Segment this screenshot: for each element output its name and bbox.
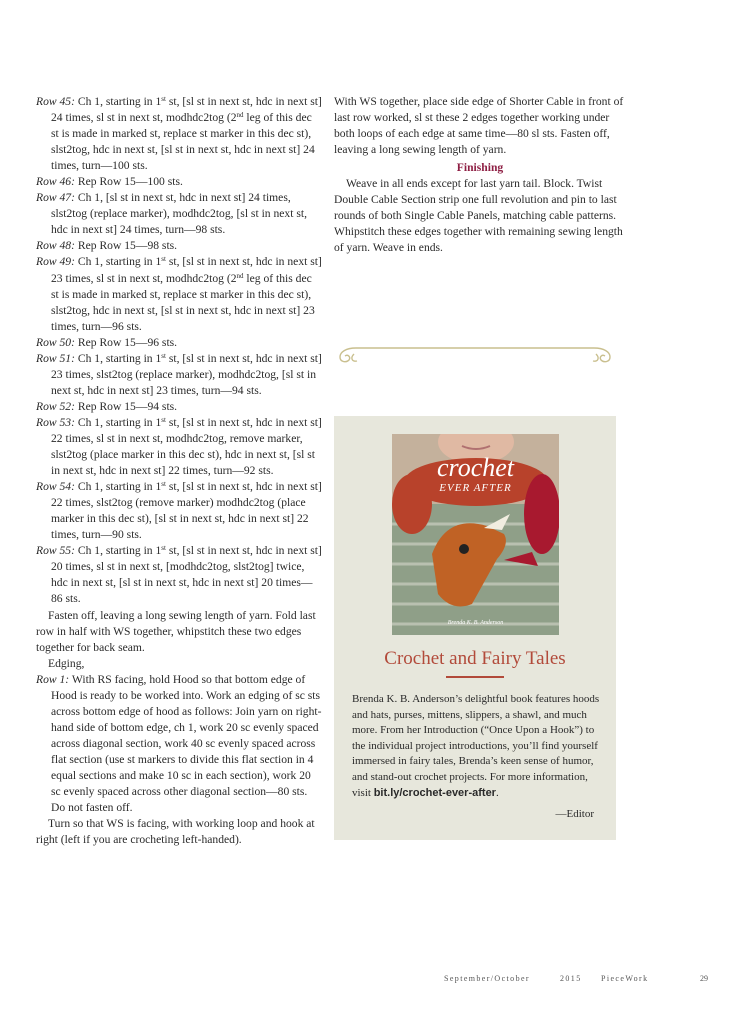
edging-row-1 (36, 672, 322, 816)
row-label: Row 51: (36, 351, 75, 365)
instruction-row (36, 174, 322, 190)
instruction-row (36, 351, 322, 399)
row-label: Row 54: (36, 480, 75, 494)
row-text: leg of this dec st is made in marked st, replace st marker in this dec st), slst2tog, hdc in next st, [sl st in next st, hdc in next st] 23 times, turn—96 sts. (51, 271, 315, 333)
row-label: Row 50: (36, 335, 75, 349)
cover-title: crochet (437, 453, 514, 482)
ordinal-suffix: nd (236, 271, 244, 280)
sidebar-title-rule (446, 676, 504, 678)
sidebar-body-text: Brenda K. B. Anderson’s delightful book features hoods and hats, purses, mittens, slippers, a shawl, and much more. From her Introduction (“Once Upon a Hook”) to the individual project introductions, you’ll find yourself immersed in fairy tales, Brenda’s keen sense of humor, and stand-out crochet projects. For more information, visit (352, 693, 600, 799)
row-label: Row 47: (36, 191, 75, 205)
row-text: Ch 1, starting in 1 (77, 351, 162, 365)
cover-author: Brenda K. B. Anderson (447, 620, 504, 626)
edging-label: Edging, (48, 656, 85, 670)
instruction-row (36, 399, 322, 415)
instruction-row (36, 254, 322, 334)
row-text: leg of this dec st is made in marked st, replace st marker in this dec st), slst2tog, hdc in next st, [sl st in next st, hdc in next st] 24 times, turn—100 sts. (51, 111, 315, 173)
row-label: Row 1: (36, 672, 70, 686)
row-text: Ch 1, starting in 1 (77, 255, 162, 269)
row-label: Row 49: (36, 255, 75, 269)
editor-signature: —Editor (555, 808, 594, 820)
instruction-row (36, 479, 322, 543)
sidebar-title: Crochet and Fairy Tales (384, 648, 566, 669)
sidebar-body-end: . (495, 786, 499, 799)
turn-paragraph: Turn so that WS is facing, with working loop and hook at right (left if you are crocheting left-handed). (36, 817, 315, 847)
seam-paragraph: With WS together, place side edge of Shorter Cable in front of last row worked, sl st these 2 edges together working under both loops of each edge at same time—80 sl sts. Fasten off, leaving a long sewing length of yarn. (334, 95, 624, 157)
row-text: st, [sl st in next st, hdc in next st] 20 times, sl st in next st, [modhdc2tog, slst2tog] twice, hdc in next st, [sl st in next st, hdc in next st] 20 times—86 sts. (51, 544, 322, 606)
fasten-off-paragraph: Fasten off, leaving a long sewing length of yarn. Fold last row in half with WS together, whipstitch these two edges together for back seam. (36, 608, 316, 654)
row-text: Ch 1, [sl st in next st, hdc in next st] 24 times, slst2tog (replace marker), modhdc2tog, [sl st in next st, hdc in next st] 24 times, turn—98 sts. (51, 191, 307, 237)
page-number: 29 (700, 974, 708, 983)
footer-issue: September/October (444, 974, 530, 983)
ordinal-suffix: st (161, 544, 166, 553)
row-label: Row 45: (36, 95, 75, 108)
row-text: With RS facing, hold Hood so that bottom edge of Hood is ready to be worked into. Work an edging of sc sts across bottom edge of hood as follows: Join yarn on right-hand side of bottom edge, ch 1, work 20 sc evenly spaced across diagonal section, work 40 sc evenly spaced across flat section (use st markers to divide this flat section in 4 equal sections and make 10 sc in each section), work 20 sc evenly spaced across other diagonal section—80 sts. Do not fasten off. (51, 672, 322, 815)
row-text: Ch 1, starting in 1 (77, 95, 162, 108)
row-label: Row 46: (36, 175, 75, 189)
instruction-row (36, 238, 322, 254)
ordinal-suffix: st (161, 255, 166, 264)
row-text: st, [sl st in next st, hdc in next st] 22 times, sl st in next st, modhdc2tog, remove marker, slst2tog (place marker in this dec st), hdc in next st, [sl st in next st, hdc in next st] 22 times, turn—92 sts. (51, 415, 322, 478)
instruction-row (36, 335, 322, 351)
ornamental-divider (332, 340, 618, 366)
left-column (36, 94, 322, 848)
ordinal-suffix: st (161, 480, 166, 489)
footer-magazine: PieceWork (601, 974, 649, 983)
row-text: Rep Row 15—94 sts. (77, 399, 178, 413)
row-text: Rep Row 15—100 sts. (77, 175, 183, 189)
row-label: Row 48: (36, 239, 75, 253)
row-list (36, 94, 322, 608)
row-label: Row 53: (36, 415, 75, 429)
row-text: st, [sl st in next st, hdc in next st] 24 times, sl st in next st, modhdc2tog (2 (51, 95, 322, 125)
finishing-heading: Finishing (456, 161, 504, 175)
row-label: Row 55: (36, 544, 75, 558)
row-text: Ch 1, starting in 1 (77, 480, 162, 494)
finishing-paragraph: Weave in all ends except for last yarn tail. Block. Twist Double Cable Section strip one full revolution and pin to last rounds of both Single Cable Panels, matching cable patterns. Whipstitch these edges together with remaining sewing length of yarn. Weave in ends. (334, 177, 623, 255)
right-column (334, 94, 626, 256)
footer-year: 2015 (560, 974, 582, 983)
row-text: st, [sl st in next st, hdc in next st] 22 times, slst2tog (remove marker) modhdc2tog (place marker in this dec st), [sl st in next st, hdc in next st] 22 times, turn—90 sts. (51, 480, 322, 542)
ordinal-suffix: st (161, 351, 166, 360)
book-sidebar (334, 416, 616, 840)
instruction-row (36, 543, 322, 607)
sidebar-body (352, 692, 602, 801)
row-text: st, [sl st in next st, hdc in next st] 23 times, slst2tog (replace marker), modhdc2tog, [sl st in next st, hdc in next st] 23 times, turn—94 sts. (51, 351, 322, 397)
row-text: Ch 1, starting in 1 (77, 544, 162, 558)
row-text: st, [sl st in next st, hdc in next st] 23 times, sl st in next st, modhdc2tog (2 (51, 255, 322, 285)
row-label: Row 52: (36, 399, 75, 413)
row-text: Rep Row 15—96 sts. (77, 335, 178, 349)
cover-subtitle: EVER AFTER (439, 482, 512, 494)
row-text: Rep Row 15—98 sts. (77, 239, 178, 253)
ordinal-suffix: nd (236, 111, 244, 120)
ordinal-suffix: st (161, 415, 166, 424)
instruction-row (36, 190, 322, 238)
book-link[interactable]: bit.ly/crochet-ever-after (373, 786, 496, 799)
row-text: Ch 1, starting in 1 (77, 415, 162, 429)
instruction-row (36, 94, 322, 174)
ordinal-suffix: st (161, 95, 166, 103)
instruction-row (36, 415, 322, 479)
